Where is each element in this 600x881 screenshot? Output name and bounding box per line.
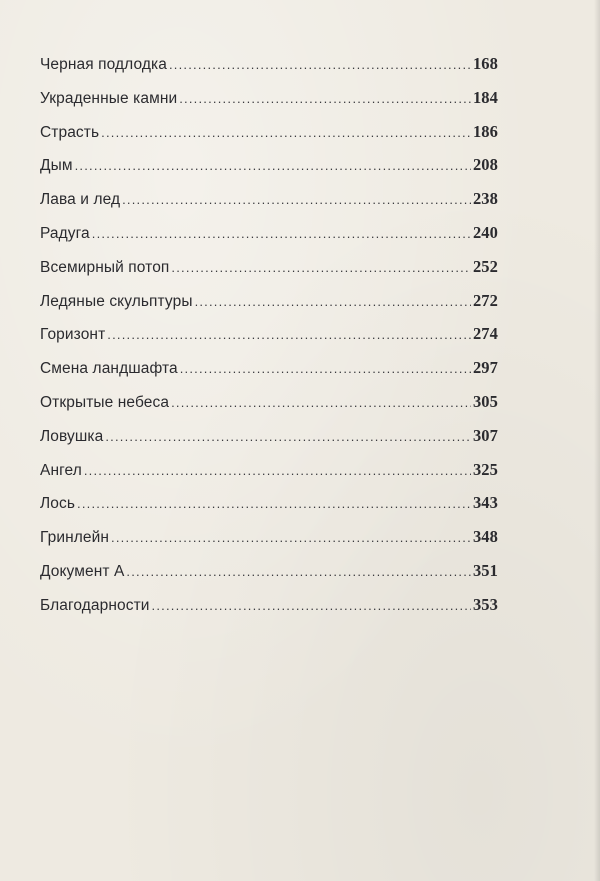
toc-entry [40,460,498,494]
toc-entry-page: 272 [472,290,498,310]
toc-entry [40,527,498,561]
toc-entry [40,223,498,257]
toc-entry-page: 325 [472,459,498,479]
toc-entry-title: Лава и лед [40,191,121,209]
toc-entry-page: 343 [472,493,498,513]
toc-dot-leader [105,429,471,444]
toc-entry-page: 307 [472,425,498,445]
toc-entry [40,493,498,527]
toc-entry-title: Украденные камни [40,89,178,107]
toc-entry-title: Благодарности [40,596,150,614]
toc-entry-title: Дым [40,157,73,175]
toc-entry-page: 184 [472,87,498,107]
toc-entry-page: 351 [472,560,498,580]
toc-entry-title: Ангел [40,461,82,479]
toc-entry-title: Горизонт [40,326,106,344]
toc-dot-leader [152,598,471,613]
toc-entry-page: 208 [472,155,498,175]
toc-entry-page: 240 [472,222,498,242]
toc-entry [40,291,498,325]
toc-entry [40,257,498,291]
toc-entry-title: Гринлейн [40,529,110,547]
toc-entry [40,426,498,460]
toc-dot-leader [84,463,471,478]
toc-entry-title: Смена ландшафта [40,360,178,378]
toc-dot-leader [179,91,471,106]
toc-dot-leader [77,496,471,511]
toc-dot-leader [171,260,471,275]
toc-dot-leader [126,564,471,579]
toc-entry-title: Открытые небеса [40,393,170,411]
toc-dot-leader [171,395,471,410]
toc-entry [40,88,498,122]
toc-entry-title: Радуга [40,224,90,242]
toc-entry-page: 274 [472,324,498,344]
toc-dot-leader [75,158,471,173]
toc-entry [40,155,498,189]
toc-entry [40,324,498,358]
toc-entry-page: 297 [472,358,498,378]
toc-entry-title: Страсть [40,123,100,141]
toc-entry-page: 348 [472,527,498,547]
toc-dot-leader [122,192,471,207]
toc-entry [40,595,498,629]
toc-entry [40,392,498,426]
table-of-contents [40,54,498,629]
toc-entry-title: Всемирный потоп [40,258,170,276]
toc-entry-title: Лось [40,495,76,513]
toc-entry-title: Документ А [40,562,125,580]
toc-dot-leader [180,361,471,376]
toc-entry-page: 168 [472,54,498,73]
toc-dot-leader [195,294,471,309]
toc-dot-leader [169,57,471,72]
toc-dot-leader [101,125,471,140]
toc-entry-title: Ловушка [40,427,104,445]
toc-entry [40,122,498,156]
toc-entry-page: 353 [472,594,498,614]
toc-dot-leader [107,327,471,342]
toc-entry-title: Ледяные скульптуры [40,292,193,310]
toc-entry [40,54,498,88]
toc-entry-page: 238 [472,189,498,209]
toc-dot-leader [111,530,471,545]
toc-entry [40,561,498,595]
page-edge-shadow [594,0,600,881]
toc-entry-page: 252 [472,256,498,276]
toc-dot-leader [92,226,471,241]
toc-entry-page: 186 [472,121,498,141]
toc-entry [40,358,498,392]
toc-entry [40,189,498,223]
toc-entry-page: 305 [472,391,498,411]
toc-entry-title: Черная подлодка [40,56,167,73]
